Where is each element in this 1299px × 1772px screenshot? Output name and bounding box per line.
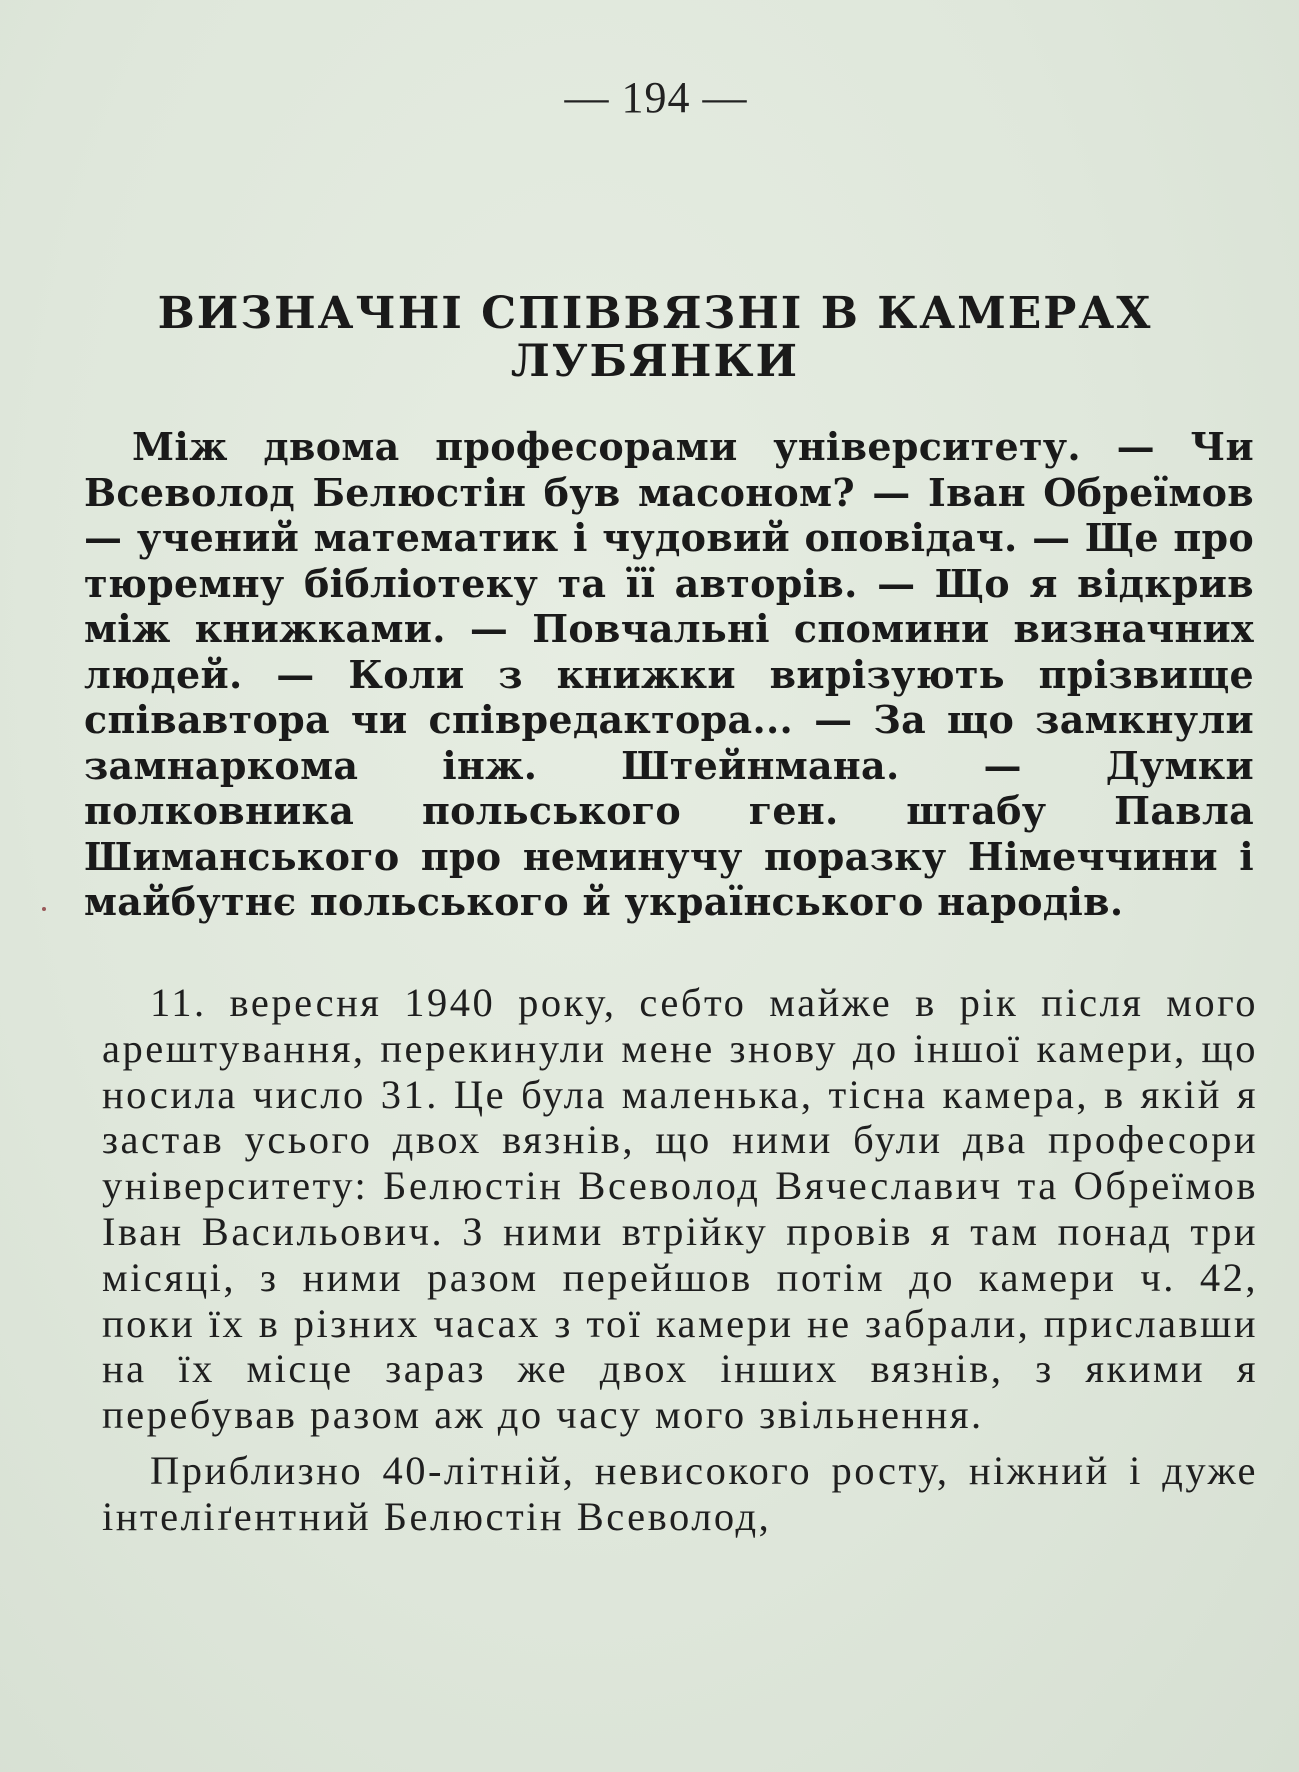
chapter-title-line-2: ЛУБЯНКИ [510,336,800,387]
body-paragraph-1: 11. вересня 1940 року, себто майже в рік після мого арештування, перекинули мене знову до іншої камери, що носила число 31. Це була маленька, тісна камера, в якій я застав усього двох вязнів, що ними були два професори університету: Белюстін Всеволод Вячеславич та Обреїмов Іван Васильович. З ними втрійку провів я там понад три місяці, з ними разом перейшов потім до камери ч. 42, поки їх в різних часах з тої камери не забрали, приславши на їх місце зараз же двох інших вязнів, з якими я перебував разом аж до часу мого звільнення. [102,980,1258,1438]
page-number: — 194 — [564,73,748,122]
chapter-title-line-1: ВИЗНАЧНІ СПІВВЯЗНІ В КАМЕРАХ [157,288,1153,339]
chapter-title [150,290,1160,386]
body-text [102,980,1258,1550]
chapter-summary-rest: Всеволод Белюстін був масоном? — Іван Обреїмов — учений математик і чудовий оповідач. — Ще про тюремну бібліотеку та її авторів. — Що я відкрив між книжками. — Повчальні спомини визначних людей. — Коли з книжки вирізують прізвище співавтора чи співредактора... — За що замкнули замнаркома інж. Штейнмана. — Думки полковника польського ген. штабу Павла Шиманського про неминучу поразку Німеччини і майбутнє польського й українського народів. [84,469,1254,924]
chapter-summary [84,424,1254,925]
body-paragraph-2: Приблизно 40-літній, невисокого росту, ніжний і дуже інтеліґентний Белюстін Всеволод, [102,1447,1258,1539]
paper-speck [42,907,46,911]
chapter-summary-first-line: Між двома професорами університету. — Чи [132,424,1254,469]
